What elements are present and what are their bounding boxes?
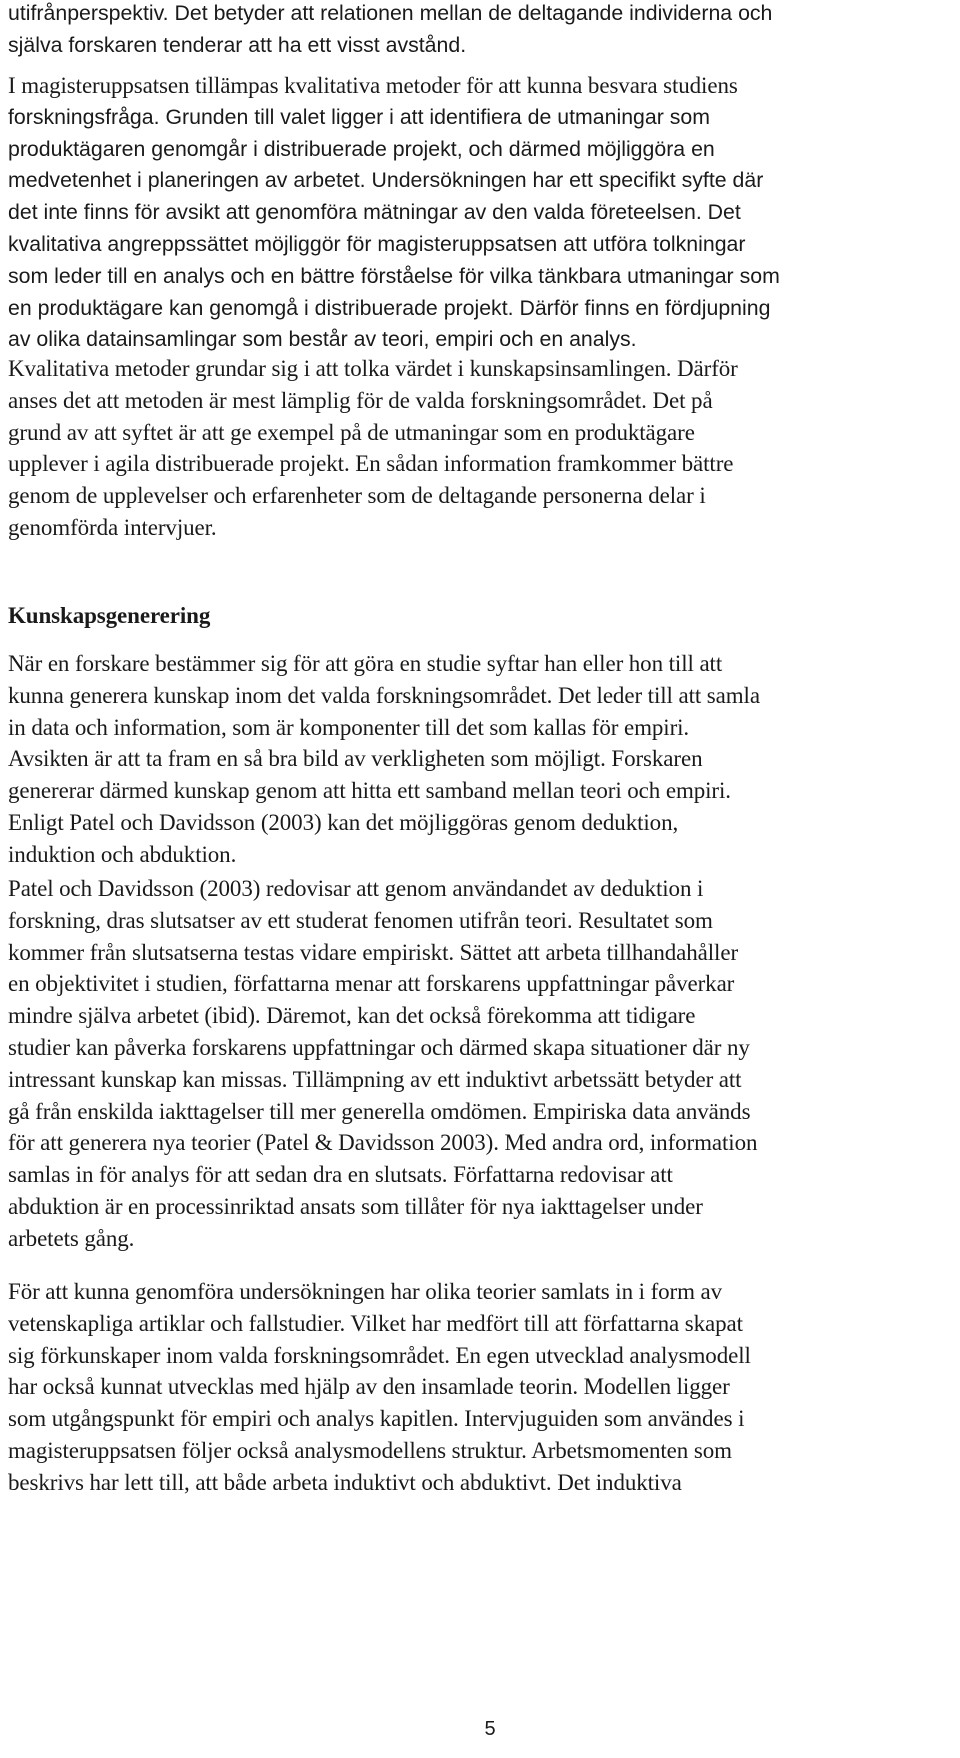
text-line: sig förkunskaper inom valda forskningsområdet. En egen utvecklad analysmodell [8, 1342, 751, 1368]
text-line: grund av att syftet är att ge exempel på de utmaningar som en produktägare [8, 419, 695, 445]
text-line: induktion och abduktion. [8, 841, 237, 867]
text-line: kvalitativa angreppssättet möjliggör för magisteruppsatsen att utföra tolkningar [8, 231, 746, 256]
text-line: Avsikten är att ta fram en så bra bild av verkligheten som möjligt. Forskaren [8, 746, 703, 772]
text-line: som utgångspunkt för empiri och analys kapitlen. Intervjuguiden som användes i [8, 1406, 745, 1432]
text-line: beskrivs har lett till, att både arbeta induktivt och abduktivt. Det induktiva [8, 1469, 682, 1495]
text-line: kunna generera kunskap inom det valda forskningsområdet. Det leder till att samla [8, 682, 760, 708]
text-line: en objektivitet i studien, författarna menar att forskarens uppfattningar påverkar [8, 971, 735, 997]
text-line: Kvalitativa metoder grundar sig i att tolka värdet i kunskapsinsamlingen. Därför [8, 356, 738, 381]
text-line: medvetenhet i planeringen av arbetet. Undersökningen har ett specifikt syfte där [8, 168, 764, 193]
text-line: en produktägare kan genomgå i distribuerade projekt. Därför finns en fördjupning [8, 295, 771, 320]
text-line: arbetets gång. [8, 1225, 135, 1251]
paragraph-qualitative [8, 353, 952, 544]
text-line: samlas in för analys för att sedan dra en slutsats. Författarna redovisar att [8, 1162, 673, 1188]
text-line: utifrånperspektiv. Det betyder att relationen mellan de deltagande individerna och [8, 1, 773, 25]
text-line: som leder till en analys och en bättre förståelse för vilka tänkbara utmaningar som [8, 263, 780, 288]
text-line: det inte finns för avsikt att genomföra mätningar av den valda företeelsen. Det [8, 200, 741, 225]
paragraph-method [8, 70, 952, 356]
text-line: magisteruppsatsen följer också analysmodellens struktur. Arbetsmomenten som [8, 1437, 732, 1463]
text-line: anses det att metoden är mest lämplig för de valda forskningsområdet. Det på [8, 387, 713, 413]
text-line: upplever i agila distribuerade projekt. En sådan information framkommer bättre [8, 451, 734, 477]
text-line: av olika datainsamlingar som består av teori, empiri och en analys. [8, 327, 637, 352]
page-number: 5 [484, 1718, 496, 1740]
text-line: Patel och Davidsson (2003) redovisar att genom användandet av deduktion i [8, 876, 704, 901]
text-line: produktägaren genomgår i distribuerade projekt, och därmed möjliggöra en [8, 136, 715, 161]
text-line: mindre själva arbetet (ibid). Däremot, kan det också förekomma att tidigare [8, 1003, 696, 1029]
text-line: kommer från slutsatserna testas vidare empiriskt. Sättet att arbeta tillhandahåller [8, 939, 739, 965]
text-line: vetenskapliga artiklar och fallstudier. Vilket har medfört till att författarna skapat [8, 1310, 743, 1336]
text-line: I magisteruppsatsen tillämpas kvalitativa metoder för att kunna besvara studiens [8, 73, 738, 98]
text-line: Enligt Patel och Davidsson (2003) kan det möjliggöras genom deduktion, [8, 809, 679, 835]
text-line: har också kunnat utvecklas med hjälp av den insamlade teorin. Modellen ligger [8, 1374, 730, 1400]
paragraph-intro [8, 0, 952, 62]
text-line: forskningsfråga. Grunden till valet ligger i att identifiera de utmaningar som [8, 104, 710, 129]
section-heading: Kunskapsgenerering [8, 603, 211, 628]
text-line: gå från enskilda iakttagelser till mer generella omdömen. Empiriska data används [8, 1098, 751, 1124]
text-line: forskning, dras slutsatser av ett studerat fenomen utifrån teori. Resultatet som [8, 907, 713, 933]
text-line: genomförda intervjuer. [8, 514, 217, 540]
text-line: studier kan påverka forskarens uppfattningar och därmed skapa situationer där ny [8, 1034, 750, 1060]
text-line: För att kunna genomföra undersökningen har olika teorier samlats in i form av [8, 1279, 723, 1304]
text-line: genererar därmed kunskap genom att hitta ett samband mellan teori och empiri. [8, 778, 731, 804]
text-line: genom de upplevelser och erfarenheter som de deltagande personerna delar i [8, 483, 706, 509]
text-line: för att generera nya teorier (Patel & Davidsson 2003). Med andra ord, information [8, 1130, 758, 1156]
text-line: in data och information, som är komponenter till det som kallas för empiri. [8, 714, 690, 740]
text-line: intressant kunskap kan missas. Tillämpning av ett induktivt arbetssätt betyder att [8, 1066, 742, 1092]
text-line: själva forskaren tenderar att ha ett visst avstånd. [8, 32, 467, 57]
paragraph-deduction [8, 873, 952, 1255]
paragraph-knowledge [8, 648, 952, 871]
document-page [8, 0, 952, 1758]
text-line: abduktion är en processinriktad ansats som tillåter för nya iakttagelser under [8, 1193, 703, 1219]
text-line: När en forskare bestämmer sig för att göra en studie syftar han eller hon till att [8, 651, 723, 676]
paragraph-theory [8, 1276, 952, 1499]
